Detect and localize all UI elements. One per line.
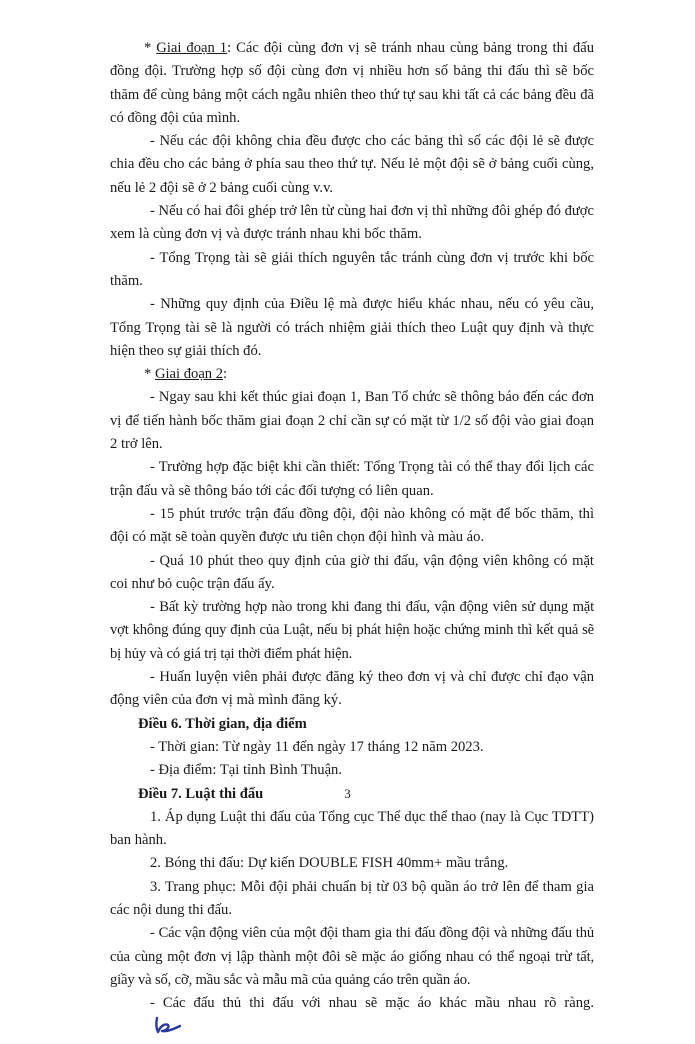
paragraph-referee-explains: - Tổng Trọng tài sẽ giải thích nguyên tắc tránh cùng đơn vị trước khi bốc thăm. [110,249,594,289]
article-6-heading: Điều 6. Thời gian, địa điểm [138,715,307,732]
page-number: 3 [344,786,351,801]
paragraph-phase-1: * Giai đoạn 1: Các đội cùng đơn vị sẽ tránh nhau cùng bảng trong thi đấu đồng đội. Trường hợp số đội cùng đơn vị nhiều hơn số bảng thi đấu thì sẽ bốc thăm để cùng bảng một cách ngẫu nhiên theo thứ tự sau khi tất cả các bảng đều đã có đồng đội của mình. [110,40,594,126]
article-7-heading: Điều 7. Luật thi đấu [138,785,264,802]
phase-2-label: Giai đoạn 2 [154,366,224,383]
paragraph-interpretation: - Những quy định của Điều lệ mà được hiểu khác nhau, nếu có yêu cầu, Tổng Trọng tài sẽ là người có trách nhiệm giải thích theo Luật quy định và thực hiện theo sự giải thích đó. [110,296,594,359]
paragraph-phase-2-draw: - Ngay sau khi kết thúc giai đoạn 1, Ban Tổ chức sẽ thông báo đến các đơn vị để tiến hành bốc thăm giai đoạn 2 chỉ cần sự có mặt từ 1/2 số đội vào giai đoạn 2 trở lên. [110,389,594,453]
paragraph-rules: 1. Áp dụng Luật thi đấu của Tổng cục Thể dục thể thao (nay là Cục TDTT) ban hành. [110,808,594,849]
paragraph-phase-2: * Giai đoạn 2: [144,366,228,383]
paragraph-schedule-change: - Trường hợp đặc biệt khi cần thiết: Tổng Trọng tài có thể thay đổi lịch các trận đấu và sẽ thông báo tới các đối tượng có liên quan. [110,459,594,499]
paragraph-pairs-same-unit: - Nếu có hai đôi ghép trở lên từ cùng hai đơn vị thì những đôi ghép đó được xem là cùng đơn vị và được tránh nhau khi bốc thăm. [110,203,594,243]
phase-1-label: Giai đoạn 1 [156,40,228,56]
paragraph-ball: 2. Bóng thi đấu: Dự kiến DOUBLE FISH 40mm+ mầu trắng. [150,855,509,872]
paragraph-uniform: 3. Trang phục: Mỗi đội phải chuẩn bị từ 03 bộ quần áo trở lên để tham gia các nội dung thi đấu. [110,878,594,918]
paragraph-15-minutes: - 15 phút trước trận đấu đồng đội, đội nào không có mặt để bốc thăm, thì đội có mặt sẽ toàn quyền được ưu tiên chọn đội hình và màu áo. [110,505,594,546]
paragraph-odd-teams: - Nếu các đội không chia đều được cho các bảng thì số các đội lẻ sẽ được chia đều cho các bảng ở phía sau theo thứ tự. Nếu lẻ một đội sẽ ở bảng cuối cùng, nếu lẻ 2 đội sẽ ở 2 bảng cuối cùng v.v. [110,133,594,196]
paragraph-location: - Địa điểm: Tại tỉnh Bình Thuận. [150,762,342,779]
paragraph-racket-rule: - Bất kỳ trường hợp nào trong khi đang thi đấu, vận động viên sử dụng mặt vợt không đúng quy định của Luật, nếu bị phát hiện hoặc chứng minh thì kết quả sẽ bị hủy và có giá trị tại thời điểm phát hiện. [110,599,594,662]
initial-signature [113,1015,183,1043]
paragraph-coach: - Huấn luyện viên phải được đăng ký theo đơn vị và chỉ được chỉ đạo vận động viên của đơn vị mà mình đăng ký. [110,669,594,709]
paragraph-same-shirts: - Các vận động viên của một đội tham gia thi đấu đồng đội và những đấu thủ của cùng một đơn vị lập thành một đôi sẽ mặc áo giống nhau có thể ngoại trừ tất, giầy và số, cỡ, mầu sắc và mẫu mã của quảng cáo trên quần áo. [110,925,594,988]
paragraph-different-colors: - Các đấu thủ thi đấu với nhau sẽ mặc áo khác mầu nhau rõ ràng. [110,992,594,1044]
paragraph-10-minutes: - Quá 10 phút theo quy định của giờ thi đấu, vận động viên không có mặt coi như bỏ cuộc trận đấu ấy. [110,552,594,592]
paragraph-time: - Thời gian: Từ ngày 11 đến ngày 17 tháng 12 năm 2023. [150,738,484,755]
document-body [110,37,594,1044]
